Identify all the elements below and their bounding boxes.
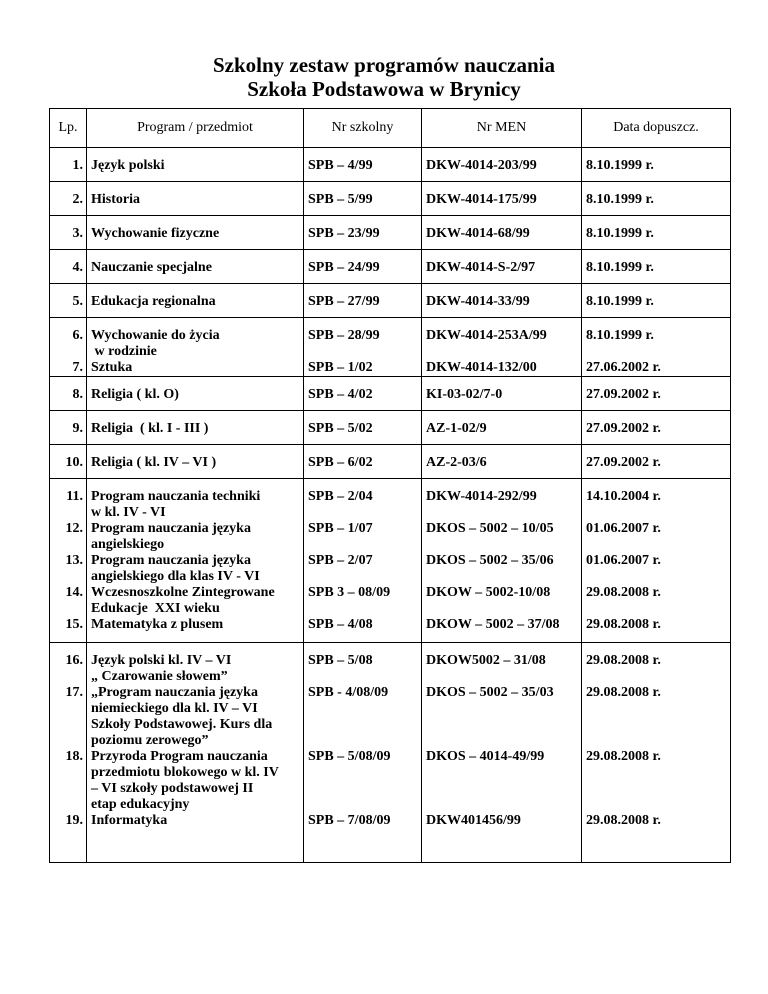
- row-lp: 8.: [72, 387, 83, 402]
- row-data: 8.10.1999 r.: [586, 192, 654, 207]
- row-lp: 5.: [72, 294, 83, 309]
- row-program: angielskiego: [91, 537, 165, 552]
- row-data: 29.08.2008 r.: [586, 585, 661, 600]
- row-nr-szkolny: SPB – 2/04: [308, 489, 373, 504]
- row-nr-men: DKW-4014-175/99: [426, 192, 537, 207]
- row-program: Edukacje XXI wieku: [91, 601, 220, 616]
- row-nr-szkolny: SPB – 23/99: [308, 226, 380, 241]
- row-program: Historia: [91, 192, 140, 207]
- row-nr-men: DKW-4014-68/99: [426, 226, 530, 241]
- header-nr-szkolny: Nr szkolny: [304, 109, 422, 148]
- row-lp: 19.: [65, 813, 83, 828]
- row-nr-men: AZ-2-03/6: [426, 455, 487, 470]
- row-nr-men: DKOW5002 – 31/08: [426, 653, 546, 668]
- row-lp: 3.: [72, 226, 83, 241]
- row-program: „ Czarowanie słowem”: [91, 669, 228, 684]
- row-nr-men: DKW401456/99: [426, 813, 521, 828]
- row-lp: 11.: [66, 489, 83, 504]
- table-row: [50, 643, 731, 863]
- table-row: [50, 148, 731, 182]
- row-data: 27.06.2002 r.: [586, 360, 661, 375]
- table-row: [50, 377, 731, 411]
- row-data: 27.09.2002 r.: [586, 421, 661, 436]
- table-row: [50, 479, 731, 643]
- row-program: Język polski kl. IV – VI: [91, 653, 232, 668]
- row-program: Religia ( kl. O): [91, 387, 179, 402]
- row-nr-szkolny: SPB 3 – 08/09: [308, 585, 391, 600]
- row-data: 29.08.2008 r.: [586, 617, 661, 632]
- row-nr-men: DKOS – 5002 – 35/03: [426, 685, 554, 700]
- row-nr-szkolny: SPB – 4/99: [308, 158, 373, 173]
- row-data: 8.10.1999 r.: [586, 328, 654, 343]
- row-lp: 17.: [65, 685, 83, 700]
- row-program: Informatyka: [91, 813, 168, 828]
- row-nr-men: DKOW – 5002 – 37/08: [426, 617, 560, 632]
- row-program: Przyroda Program nauczania: [91, 749, 268, 764]
- header-data: Data dopuszcz.: [582, 109, 731, 148]
- row-data: 27.09.2002 r.: [586, 455, 661, 470]
- row-nr-men: DKW-4014-S-2/97: [426, 260, 536, 275]
- row-nr-men: DKW-4014-132/00: [426, 360, 537, 375]
- row-nr-szkolny: SPB – 7/08/09: [308, 813, 391, 828]
- row-nr-men: DKOS – 4014-49/99: [426, 749, 545, 764]
- row-nr-men: KI-03-02/7-0: [426, 387, 503, 402]
- row-program: Wczesnoszkolne Zintegrowane: [91, 585, 275, 600]
- row-nr-men: DKW-4014-253A/99: [426, 328, 547, 343]
- row-lp: 13.: [65, 553, 83, 568]
- row-data: 29.08.2008 r.: [586, 653, 661, 668]
- row-data: 8.10.1999 r.: [586, 294, 654, 309]
- table-row: [50, 411, 731, 445]
- row-nr-szkolny: SPB – 6/02: [308, 455, 373, 470]
- row-program: niemieckiego dla kl. IV – VI: [91, 701, 258, 716]
- row-program: poziomu zerowego”: [91, 733, 209, 748]
- row-nr-szkolny: SPB – 4/08: [308, 617, 373, 632]
- row-lp: 9.: [72, 421, 83, 436]
- row-program: Język polski: [91, 158, 165, 173]
- row-program: w rodzinie: [91, 344, 157, 359]
- row-program: Edukacja regionalna: [91, 294, 216, 309]
- row-lp: 7.: [72, 360, 83, 375]
- row-nr-szkolny: SPB – 24/99: [308, 260, 380, 275]
- header-lp: Lp.: [50, 109, 87, 148]
- row-data: 29.08.2008 r.: [586, 749, 661, 764]
- row-data: 8.10.1999 r.: [586, 158, 654, 173]
- table-row: [50, 284, 731, 318]
- row-nr-szkolny: SPB – 4/02: [308, 387, 373, 402]
- row-program: Program nauczania języka: [91, 553, 251, 568]
- row-program: Szkoły Podstawowej. Kurs dla: [91, 717, 273, 732]
- table-row: [50, 318, 731, 377]
- row-lp: 1.: [72, 158, 83, 173]
- row-nr-men: AZ-1-02/9: [426, 421, 487, 436]
- row-nr-szkolny: SPB - 4/08/09: [308, 685, 389, 700]
- row-program: Program nauczania języka: [91, 521, 251, 536]
- row-nr-szkolny: SPB – 5/08: [308, 653, 373, 668]
- row-program: Religia ( kl. I - III ): [91, 421, 209, 436]
- row-data: 01.06.2007 r.: [586, 553, 661, 568]
- header-program: Program / przedmiot: [87, 109, 304, 148]
- row-lp: 2.: [72, 192, 83, 207]
- header-nr-men: Nr MEN: [422, 109, 582, 148]
- row-data: 29.08.2008 r.: [586, 685, 661, 700]
- table-header-row: [50, 109, 731, 148]
- row-program: Wychowanie fizyczne: [91, 226, 220, 241]
- row-lp: 18.: [65, 749, 83, 764]
- row-nr-szkolny: SPB – 2/07: [308, 553, 373, 568]
- row-lp: 16.: [65, 653, 83, 668]
- row-program: etap edukacyjny: [91, 797, 190, 812]
- row-program: Matematyka z plusem: [91, 617, 224, 632]
- row-nr-szkolny: SPB – 27/99: [308, 294, 380, 309]
- row-program: „Program nauczania języka: [91, 685, 258, 700]
- row-nr-szkolny: SPB – 5/08/09: [308, 749, 391, 764]
- row-program: Wychowanie do życia: [91, 328, 220, 343]
- school-name: Szkoła Podstawowa w Brynicy: [247, 77, 521, 101]
- table-row: [50, 445, 731, 479]
- row-nr-men: DKOW – 5002-10/08: [426, 585, 551, 600]
- row-data: 01.06.2007 r.: [586, 521, 661, 536]
- row-lp: 6.: [72, 328, 83, 343]
- row-data: 27.09.2002 r.: [586, 387, 661, 402]
- row-nr-men: DKOS – 5002 – 35/06: [426, 553, 554, 568]
- row-data: 29.08.2008 r.: [586, 813, 661, 828]
- row-lp: 12.: [65, 521, 83, 536]
- curriculum-table: [49, 108, 731, 863]
- table-row: [50, 216, 731, 250]
- row-program: w kl. IV - VI: [91, 505, 166, 520]
- row-lp: 10.: [65, 455, 83, 470]
- table-row: [50, 182, 731, 216]
- row-nr-szkolny: SPB – 28/99: [308, 328, 380, 343]
- row-nr-men: DKOS – 5002 – 10/05: [426, 521, 554, 536]
- row-program: angielskiego dla klas IV - VI: [91, 569, 260, 584]
- row-lp: 15.: [65, 617, 83, 632]
- row-lp: 4.: [72, 260, 83, 275]
- row-data: 8.10.1999 r.: [586, 226, 654, 241]
- row-nr-szkolny: SPB – 5/99: [308, 192, 373, 207]
- row-program: – VI szkoły podstawowej II: [91, 781, 254, 796]
- row-nr-men: DKW-4014-203/99: [426, 158, 537, 173]
- row-nr-szkolny: SPB – 1/07: [308, 521, 373, 536]
- row-nr-szkolny: SPB – 1/02: [308, 360, 373, 375]
- row-nr-men: DKW-4014-33/99: [426, 294, 530, 309]
- table-row: [50, 250, 731, 284]
- row-program: przedmiotu blokowego w kl. IV: [91, 765, 279, 780]
- row-program: Sztuka: [91, 360, 133, 375]
- row-program: Religia ( kl. IV – VI ): [91, 455, 217, 470]
- document-title: Szkolny zestaw programów nauczania: [212, 53, 556, 77]
- row-data: 8.10.1999 r.: [586, 260, 654, 275]
- row-lp: 14.: [65, 585, 83, 600]
- row-nr-szkolny: SPB – 5/02: [308, 421, 373, 436]
- row-data: 14.10.2004 r.: [586, 489, 661, 504]
- row-nr-men: DKW-4014-292/99: [426, 489, 537, 504]
- row-program: Program nauczania techniki: [91, 489, 261, 504]
- row-program: Nauczanie specjalne: [91, 260, 212, 275]
